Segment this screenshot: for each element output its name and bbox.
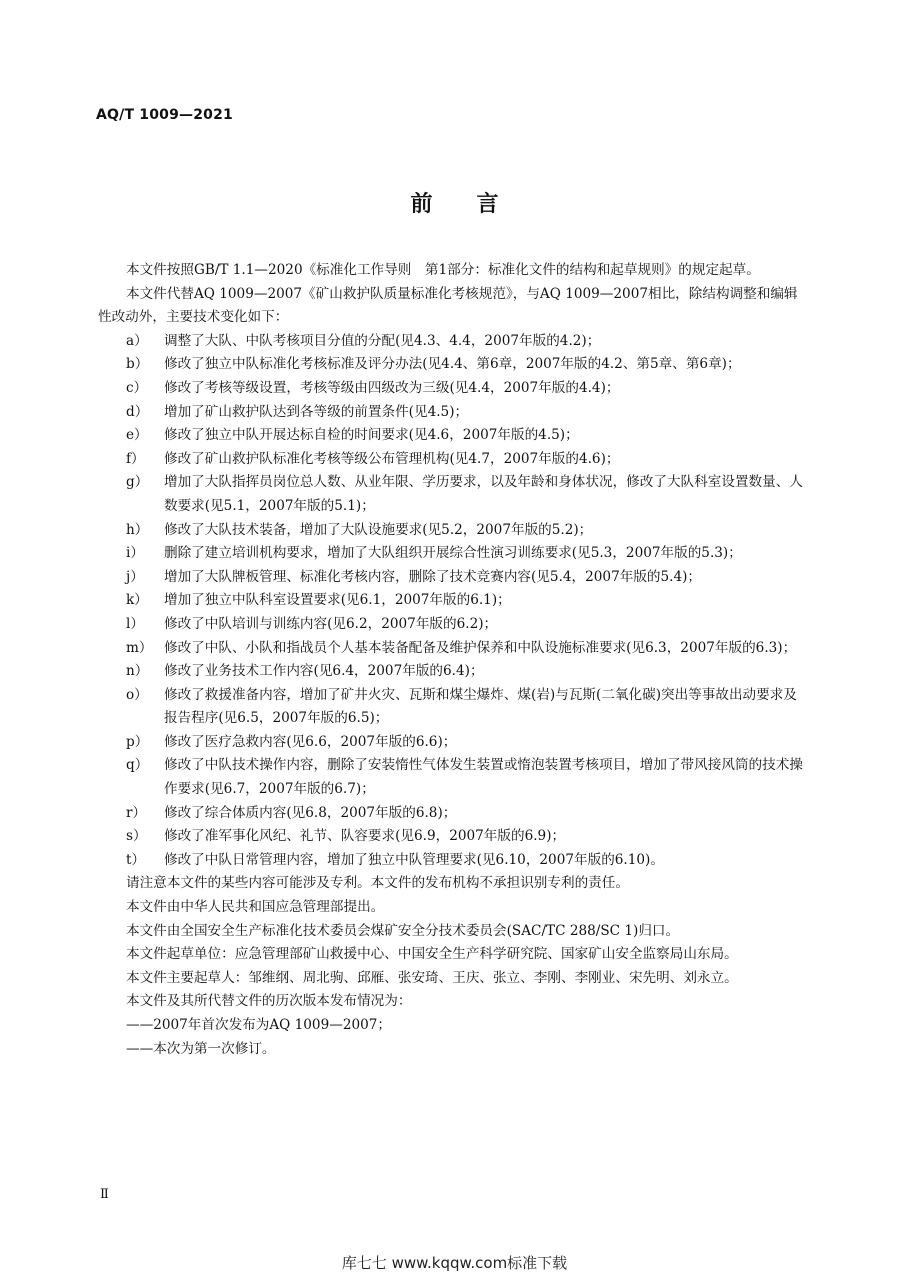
list-marker: p） [126,733,149,750]
list-marker: r） [126,804,147,821]
page-title: 前言 [410,192,543,217]
page-number: Ⅱ [100,1187,109,1202]
list-item [98,802,810,826]
list-item-text: 修改了中队技术操作内容，删除了安装惰性气体发生装置或惰泡装置考核项目，增加了带风接风筒的技术操作要求(见6.7，2007年版的6.7)； [164,757,803,798]
history-entry: ——2007年首次发布为AQ 1009—2007； [126,1017,392,1033]
intro-paragraph: 本文件代替AQ 1009—2007《矿山救护队质量标准化考核规范》，与AQ 1009—2007相比，除结构调整和编辑性改动外，主要技术变化如下： [98,285,798,326]
list-marker: j） [126,568,144,585]
closing-paragraph: 本文件及其所代替文件的历次版本发布情况为： [126,993,412,1010]
list-item-text: 增加了矿山救护队达到各等级的前置条件(见4.5)； [164,403,469,420]
list-item [98,754,810,801]
list-marker: b） [126,356,149,373]
list-item [98,566,810,590]
list-item [98,330,810,354]
list-item-text: 修改了独立中队开展达标自检的时间要求(见4.6，2007年版的4.5)； [164,427,579,444]
list-item-text: 修改了矿山救护队标准化考核等级公布管理机构(见4.7，2007年版的4.6)； [164,450,620,467]
history-entry: ——本次为第一次修订。 [126,1040,276,1057]
list-item-text: 修改了准军事化风纪、礼节、队容要求(见6.9，2007年版的6.9)； [164,828,566,845]
list-marker: c） [126,379,148,396]
list-item [98,424,810,448]
list-item-text: 修改了中队日常管理内容，增加了独立中队管理要求(见6.10，2007年版的6.10)。 [164,851,664,868]
list-item [98,377,810,401]
list-item [98,519,810,543]
list-item-text: 修改了独立中队标准化考核标准及评分办法(见4.4、第6章，2007年版的4.2、第5章、第6章)； [164,356,741,373]
list-item [98,471,810,518]
list-marker: h） [126,521,149,538]
list-item-text: 删除了建立培训机构要求，增加了大队组织开展综合性演习训练要求(见5.3，2007年版的5.3)； [164,545,742,562]
list-item-text: 修改了救援准备内容，增加了矿井火灾、瓦斯和煤尘爆炸、煤(岩)与瓦斯(二氧化碳)突出等事故出动要求及报告程序(见6.5，2007年版的6.5)； [164,686,797,727]
foreword-body [98,259,810,1061]
watermark-text: 库七七 www.kqqw.com标准下载 [341,1254,568,1272]
list-item [98,401,810,425]
list-marker: d） [126,403,149,420]
list-item-text: 修改了综合体质内容(见6.8，2007年版的6.8)； [164,804,457,821]
list-item-text: 修改了中队培训与训练内容(见6.2，2007年版的6.2)； [164,615,498,632]
list-item [98,684,810,731]
list-item-text: 增加了独立中队科室设置要求(见6.1，2007年版的6.1)； [164,592,511,609]
list-marker: k） [126,592,148,609]
list-item [98,660,810,684]
closing-paragraph: 本文件主要起草人：邹维纲、周北驹、邱雁、张安琦、王庆、张立、李刚、李刚业、宋先明、刘永立。 [126,969,738,986]
list-item [98,613,810,637]
list-item [98,542,810,566]
list-item-text: 修改了中队、小队和指战员个人基本装备配备及维护保养和中队设施标准要求(见6.3，2007年版的6.3)； [164,639,797,656]
list-marker: a） [126,332,148,349]
list-item [98,849,810,873]
list-item-text: 调整了大队、中队考核项目分值的分配(见4.3、4.4，2007年版的4.2)； [164,332,601,349]
list-marker: f） [126,450,145,467]
list-marker: l） [126,615,144,632]
list-marker: m） [126,639,153,656]
list-marker: t） [126,851,146,868]
closing-paragraph: 本文件起草单位：应急管理部矿山救援中心、中国安全生产科学研究院、国家矿山安全监察局山东局。 [126,946,738,963]
list-marker: i） [126,545,144,562]
list-item [98,637,810,661]
closing-paragraph: 本文件由中华人民共和国应急管理部提出。 [126,899,385,916]
list-marker: n） [126,663,149,680]
list-item [98,731,810,755]
list-item [98,825,810,849]
list-marker: q） [126,757,149,774]
list-item-text: 增加了大队指挥员岗位总人数、从业年限、学历要求，以及年龄和身体状况，修改了大队科室设置数量、人数要求(见5.1，2007年版的5.1)； [164,474,803,514]
list-item [98,589,810,613]
list-item-text: 修改了大队技术装备，增加了大队设施要求(见5.2，2007年版的5.2)； [164,521,593,538]
list-item-text: 增加了大队牌板管理、标准化考核内容，删除了技术竞赛内容(见5.4，2007年版的5.4)； [164,568,702,585]
list-marker: g） [126,474,149,491]
document-code: AQ/T 1009—2021 [96,107,234,123]
list-marker: s） [126,828,147,845]
list-item [98,448,810,472]
list-marker: e） [126,427,148,444]
list-item-text: 修改了业务技术工作内容(见6.4，2007年版的6.4)； [164,663,484,680]
list-item-text: 修改了医疗急救内容(见6.6，2007年版的6.6)； [164,733,457,750]
closing-paragraph: 请注意本文件的某些内容可能涉及专利。本文件的发布机构不承担识别专利的责任。 [126,875,629,892]
list-marker: o） [126,686,148,703]
intro-paragraph: 本文件按照GB/T 1.1—2020《标准化工作导则 第1部分：标准化文件的结构和起草规则》的规定起草。 [126,262,760,278]
changes-list [98,330,810,873]
list-item-text: 修改了考核等级设置，考核等级由四级改为三级(见4.4，2007年版的4.4)； [164,379,620,396]
list-item [98,353,810,377]
closing-paragraph: 本文件由全国安全生产标准化技术委员会煤矿安全分技术委员会(SAC/TC 288/SC 1)归口。 [126,922,680,939]
